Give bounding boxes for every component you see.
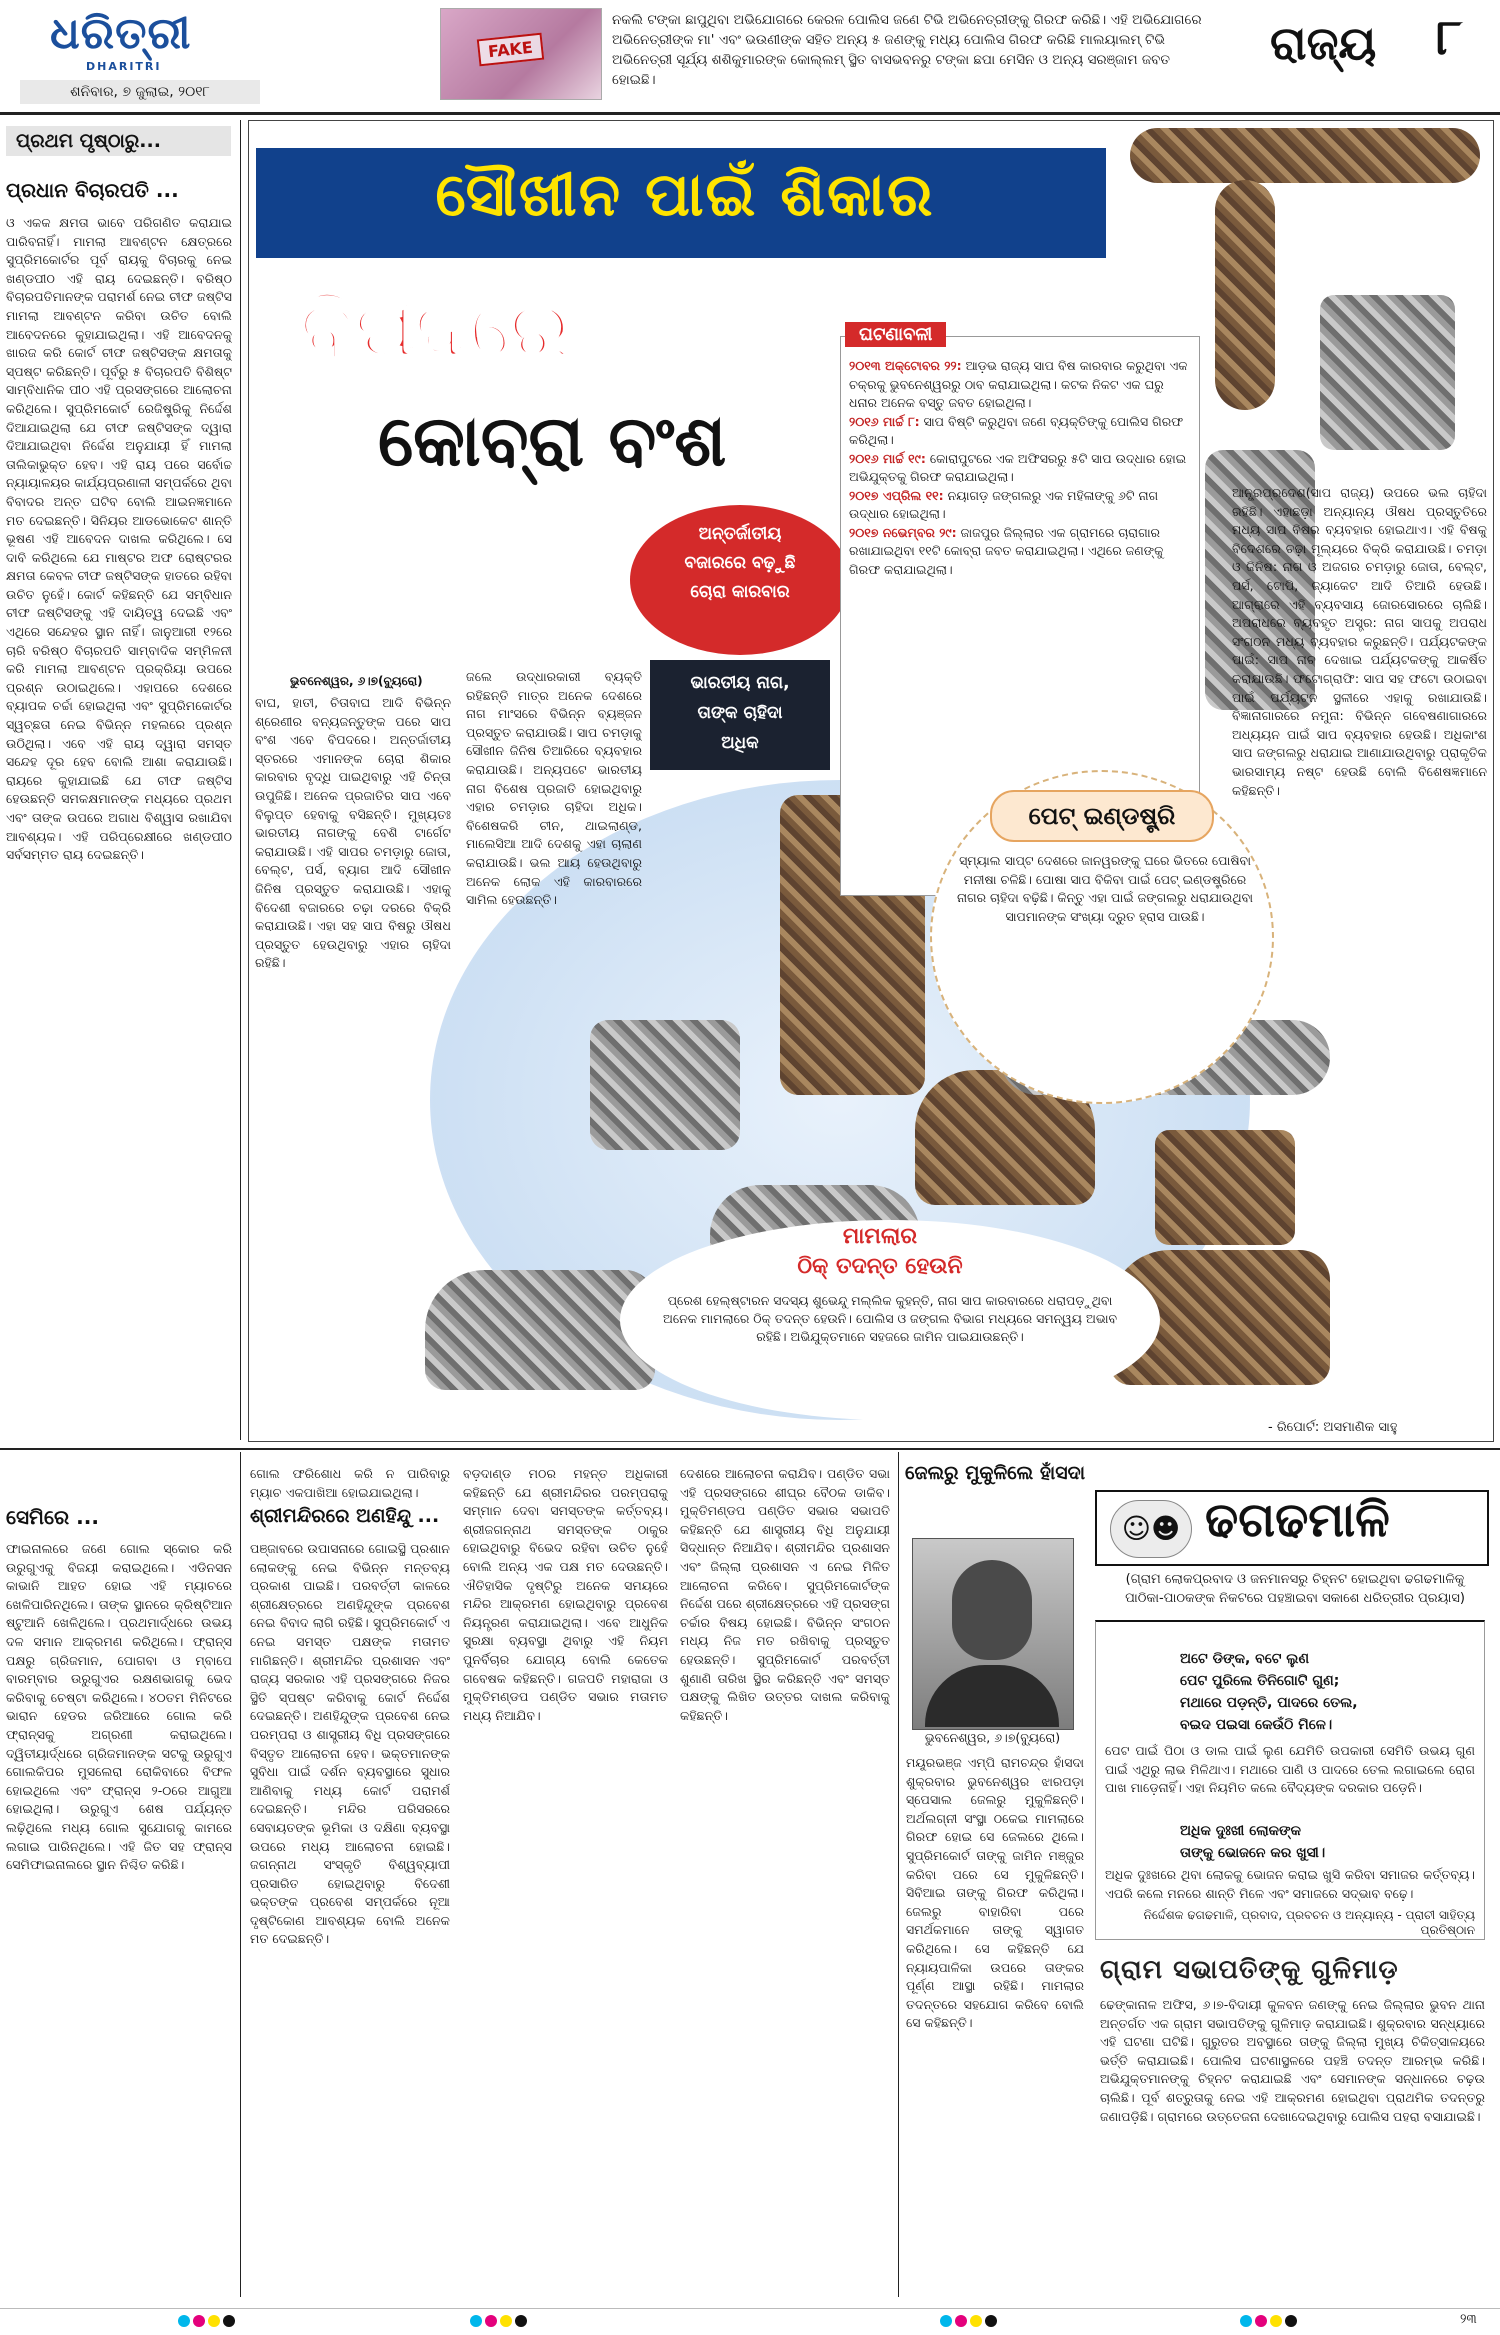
column-rule bbox=[240, 120, 241, 1440]
timeline-item bbox=[849, 524, 1191, 580]
registration-dot bbox=[1270, 2315, 1282, 2327]
timeline-date: ୨୦୧୬ ମାର୍ଚ୍ଚ ୮: bbox=[849, 413, 920, 429]
page-number: ୮ bbox=[1436, 8, 1463, 66]
feature-column-2: ଜଲେ ଉଦ୍ଧାରକାରୀ ବ୍ୟକ୍ତି ରହିଛନ୍ତି ମାତ୍ର ଅନେକ ଦେଶରେ ନାଗ ମାଂସରେ ବିଭିନ୍ନ ବ୍ୟଞ୍ଜନ ପ୍ରସ୍ତୁତ କରାଯାଉଛି। ସାପ ଚମଡ଼ାକୁ ସୌଖୀନ ଜିନିଷ ତିଆରିରେ ବ୍ୟବହାର କରାଯାଉଛି। ଅନ୍ୟପଟେ ଭାରତୀୟ ନାଗ ବିଶେଷ ପ୍ରଜାତି ହୋଇଥିବାରୁ ଏହାର ଚମଡ଼ାର ଚାହିଦା ଅଧିକ। ବିଶେଷକରି ଚୀନ, ଥାଇଲାଣ୍ଡ, ମାଲେସିଆ ଆଦି ଦେଶକୁ ଏହା ଚାଲାଣ କରାଯାଉଛି। ଭଲ ଆୟ ହେଉଥିବାରୁ ଅନେକ ଲୋକ ଏହି କାରବାରରେ ସାମିଲ ହେଉଛନ୍ତି। bbox=[466, 669, 642, 908]
timeline-item bbox=[849, 487, 1191, 524]
box-line: ଅଧିକ bbox=[721, 733, 759, 753]
verse-line: ମଥାରେ ପଡ଼ନ୍ତି, ପାଦରେ ତେଲ, bbox=[1180, 1695, 1358, 1711]
verse-line: ପେଟ ପୁରିଲେ ତିନିଗୋଟି ଗୁଣ; bbox=[1180, 1673, 1340, 1689]
proverb-explanation: ପେଟ ପାଇଁ ପିଠା ଓ ଡାଲ ପାଇଁ ଲୁଣ ଯେମିତି ଉପକାରୀ ସେମିତି ଉଭୟ ଗୁଣ ପାଇଁ ଏଥିରୁ ଲାଭ ମିଳିଥାଏ। ମଥାରେ ପାଣି ଓ ପାଦରେ ତେଲ ଲଗାଇଲେ ରୋଗ ପାଖ ମାଡ଼େନାହିଁ। ଏହା ନିୟମିତ କଲେ ବୈଦ୍ୟଙ୍କ ଦରକାର ପଡ଼େନି। bbox=[1105, 1743, 1475, 1796]
registration-dot bbox=[485, 2315, 497, 2327]
feature-title-black: କୋବ୍ରା ବଂଶ bbox=[378, 400, 727, 482]
story-body: ଦେଶରେ ଆଲୋଚନା କରାଯିବ। ପଣ୍ଡିତ ସଭା ଏହି ପ୍ରସଙ୍ଗରେ ଶୀଘ୍ର ବୈଠକ ଡାକିବ। ମୁକ୍ତିମଣ୍ଡପ ପଣ୍ଡିତ ସଭାର ସଭାପତି କହିଛନ୍ତି ଯେ ଶାସ୍ତ୍ରୀୟ ବିଧି ଅନୁଯାୟୀ ସିଦ୍ଧାନ୍ତ ନିଆଯିବ। ଶ୍ରୀମନ୍ଦିର ପ୍ରଶାସନ ଏବଂ ଜିଲ୍ଲା ପ୍ରଶାସନ ଏ ନେଇ ମିଳିତ ଆଲୋଚନା କରିବେ। ସୁପ୍ରିମକୋର୍ଟଙ୍କ ନିର୍ଦ୍ଦେଶ ପରେ ଶ୍ରୀକ୍ଷେତ୍ରରେ ଏହି ପ୍ରସଙ୍ଗ ଚର୍ଚ୍ଚାର ବିଷୟ ହୋଇଛି। ବିଭିନ୍ନ ସଂଗଠନ ମଧ୍ୟ ନିଜ ମତ ରଖିବାକୁ ପ୍ରସ୍ତୁତ ହେଉଛନ୍ତି। ସୁପ୍ରିମକୋର୍ଟ ପରବର୍ତ୍ତୀ ଶୁଣାଣି ତାରିଖ ସ୍ଥିର କରିଛନ୍ତି ଏବଂ ସମସ୍ତ ପକ୍ଷଙ୍କୁ ଲିଖିତ ଉତ୍ତର ଦାଖଲ କରିବାକୁ କହିଛନ୍ତି। bbox=[680, 1466, 890, 1723]
pet-industry-heading: ପେଟ୍ ଇଣ୍ଡଷ୍ଟ୍ରି bbox=[990, 790, 1214, 842]
dateline: ଶନିବାର, ୭ ଜୁଲାଇ, ୨୦୧୮ bbox=[20, 80, 260, 104]
box-line: ତାଙ୍କ ଚାହିଦା bbox=[697, 703, 783, 723]
timeline-text: ସାପ ବିଷ୍ଟି କରୁଥିବା ଜଣେ ବ୍ୟକ୍ତିଙ୍କୁ ପୋଲିସ ଗିରଫ କରିଥିଲା। bbox=[849, 413, 1184, 447]
verse-line: ଅଧିକ ଦୁଃଖୀ ଲୋକଙ୍କ bbox=[1180, 1823, 1301, 1839]
feature-right-column: ଆନ୍ଧ୍ରପ୍ରଦେଶ(ସାପ ରାଜ୍ୟ) ଉପରେ ଭଲ ଚାହିଦା ରହିଛି। ଏହାଛଡ଼ା ଅନ୍ୟାନ୍ୟ ଔଷଧ ପ୍ରସ୍ତୁତିରେ ମଧ୍ୟ ସାପ ବିଷର ବ୍ୟବହାର ହୋଇଥାଏ। ଏହି ବିଷକୁ ବିଦେଶରେ ଚଢ଼ା ମୂଲ୍ୟରେ ବିକ୍ରି କରାଯାଉଛି। ଚମଡ଼ା ଓ ଜିନିଷ: ନାଗ ଓ ଅଜଗର ଚମଡ଼ାରୁ ଜୋତା, ବେଲ୍ଟ, ପର୍ସ, ଟୋପି, ଜ୍ୟାକେଟ ଆଦି ତିଆରି ହେଉଛି। ଆଗ୍ରାରେ ଏହି ବ୍ୟବସାୟ ଜୋରସୋରରେ ଚାଲିଛି। ଅପରାଧରେ ବ୍ୟବହୃତ ଅସ୍ତ୍ର: ନାଗ ସାପକୁ ଅପରାଧ ସଂଗଠନ ମଧ୍ୟ ବ୍ୟବହାର କରୁଛନ୍ତି। ପର୍ଯ୍ୟଟକଙ୍କ ପାଇଁ: ସାପ ନାଚ ଦେଖାଇ ପର୍ଯ୍ୟଟକଙ୍କୁ ଆକର୍ଷିତ କରାଯାଉଛି। ଫଟୋଗ୍ରାଫି: ସାପ ସହ ଫଟୋ ଉଠାଇବା ପାଇଁ ପର୍ଯ୍ୟଟନ ସ୍ଥଳୀରେ ଏହାକୁ ରଖାଯାଉଛି। ବିଜ୍ଞାନାଗାରରେ ନମୁନା: ବିଭିନ୍ନ ଗବେଷଣାଗାରରେ ଅଧ୍ୟୟନ ପାଇଁ ସାପ ବ୍ୟବହାର ହେଉଛି। ଅଧିକାଂଶ ସାପ ଜଙ୍ଗଲରୁ ଧରାଯାଇ ଆଣାଯାଉଥିବାରୁ ପ୍ରାକୃତିକ ଭାରସାମ୍ୟ ନଷ୍ଟ ହେଉଛି ବୋଲି ବିଶେଷଜ୍ଞମାନେ କହିଛନ୍ତି। bbox=[1232, 485, 1487, 798]
newspaper-logo: ଧରିତ୍ରୀ bbox=[50, 8, 192, 59]
section-label: ରାଜ୍ୟ bbox=[1270, 16, 1377, 70]
registration-dot bbox=[223, 2315, 235, 2327]
timeline-heading: ଘଟଣାବଳୀ bbox=[845, 322, 946, 347]
fake-stamp: FAKE bbox=[477, 33, 544, 67]
feature-column-1: ବାଘ, ହାତୀ, ଚିତାବାଘ ଆଦି ବିଭିନ୍ନ ଶ୍ରେଣୀର ବନ୍ୟଜନ୍ତୁଙ୍କ ପରେ ସାପ ବଂଶ ଏବେ ବିପଦରେ। ଅନ୍ତର୍ଜାତୀୟ ସ୍ତରରେ ଏମାନଙ୍କ ଚୋରା ଶିକାର କାରବାର ବୃଦ୍ଧି ପାଇଥିବାରୁ ଏହି ଚିନ୍ତା ଉପୁଜିଛି। ଅନେକ ପ୍ରଜାତିର ସାପ ଏବେ ବିଲୁପ୍ତ ହେବାକୁ ବସିଛନ୍ତି। ମୁଖ୍ୟତଃ ଭାରତୀୟ ନାଗଙ୍କୁ ବେଶି ଟାର୍ଗେଟ କରାଯାଉଛି। ଏହି ସାପର ଚମଡ଼ାରୁ ଜୋତା, ବେଲ୍ଟ, ପର୍ସ, ବ୍ୟାଗ ଆଦି ସୌଖୀନ ଜିନିଷ ପ୍ରସ୍ତୁତ କରାଯାଉଛି। ଏହାକୁ ବିଦେଶୀ ବଜାରରେ ଚଢ଼ା ଦରରେ ବିକ୍ରି କରାଯାଉଛି। ଏହା ସହ ସାପ ବିଷରୁ ଔଷଧ ପ୍ରସ୍ତୁତ ହେଉଥିବାରୁ ଏହାର ଚାହିଦା ରହିଛି। bbox=[255, 695, 451, 971]
pet-industry-text: ସ୍ମ୍ୟାଲ ସାପ୍ଟ ଦେଶରେ ଜାନୱରଙ୍କୁ ଘରେ ଭିତରେ ପୋଷିବା ମନୀଷା ଚଳିଛି। ପୋଷା ସାପ ବିକିବା ପାଇଁ ପେଟ୍ ଇଣ୍ଡଷ୍ଟ୍ରିରେ ନାଗର ଚାହିଦା ବଢ଼ିଛି। କିନ୍ତୁ ଏହା ପାଇଁ ଜଙ୍ଗଲରୁ ଧରାଯାଉଥିବା ସାପମାନଙ୍କ ସଂଖ୍ୟା ଦ୍ରୁତ ହ୍ରାସ ପାଉଛି। bbox=[956, 853, 1254, 924]
timeline-text: ନୟାଗଡ଼ ଜଙ୍ଗଲରୁ ଏକ ମହିଳାଙ୍କୁ ୬ଟି ନାଗ ଉଦ୍ଧାର ହୋଇଥିଲା। bbox=[849, 487, 1159, 521]
footer-page-number: ୨୩ bbox=[1460, 2312, 1477, 2327]
snakeskin-bag-image bbox=[1320, 295, 1455, 450]
section-tag: ପ୍ରଥମ ପୃଷ୍ଠାରୁ... bbox=[6, 126, 231, 156]
column-rule bbox=[898, 1452, 899, 2297]
story-headline: ସେମିରେ ... bbox=[6, 1505, 99, 1529]
timeline-item bbox=[849, 357, 1191, 413]
registration-dot bbox=[1255, 2315, 1267, 2327]
story-headline: ଗ୍ରାମ ସଭାପତିଙ୍କୁ ଗୁଳିମାଡ଼ bbox=[1100, 1955, 1399, 1985]
timeline-item bbox=[849, 413, 1191, 450]
registration-dot bbox=[193, 2315, 205, 2327]
proverb-subtitle: (ଗ୍ରାମ ଲୋକପ୍ରବାଦ ଓ ଜନମାନସରୁ ଚିହ୍ନଟ ହୋଇଥିବା ଢଗଢମାଳିକୁ ପାଠିକା-ପାଠକଙ୍କ ନିକଟରେ ପହଞ୍ଚାଇବା ସକାଶେ ଧରିତ୍ରୀର ପ୍ରୟାସ) bbox=[1125, 1572, 1465, 1606]
proverb-verse-2 bbox=[1180, 1820, 1480, 1864]
registration-dot bbox=[985, 2315, 997, 2327]
highlight-circle-text bbox=[630, 520, 850, 607]
registration-dot bbox=[208, 2315, 220, 2327]
timeline-text: କୋରାପୁଟରେ ଏକ ଅଫିସରରୁ ୫ଟି ସାପ ଉଦ୍ଧାର ହୋଇ ଅଭିଯୁକ୍ତକୁ ଗିରଫ କରାଯାଇଥିଲା। bbox=[849, 450, 1187, 484]
proverb-explanation: ଅଧିକ ଦୁଃଖରେ ଥିବା ଲୋକକୁ ଭୋଜନ କରାଇ ଖୁସି କରିବା ସମାଜର କର୍ତ୍ତବ୍ୟ। ଏପରି କଲେ ମନରେ ଶାନ୍ତି ମିଳେ ଏବଂ ସମାଜରେ ସଦ୍ଭାବ ବଢ଼େ। bbox=[1105, 1867, 1475, 1901]
proverb-verse bbox=[1180, 1648, 1480, 1736]
registration-dot bbox=[1240, 2315, 1252, 2327]
feature-title-red: ବିପଦରେ bbox=[300, 282, 571, 375]
story-headline: ଜେଲରୁ ମୁକୁଳିଲେ ହାଁସଦା bbox=[905, 1462, 1086, 1484]
timeline-date: ୨୦୧୩ ଅକ୍ଟୋବର ୨୨: bbox=[849, 358, 962, 373]
registration-dot bbox=[1285, 2315, 1297, 2327]
circle-line: ଅନ୍ତର୍ଜାତୀୟ bbox=[698, 524, 782, 544]
registration-dot bbox=[940, 2315, 952, 2327]
story-headline: ପ୍ରଧାନ ବିଚାରପତି ... bbox=[6, 178, 179, 202]
teaser-text: ନକଲି ଟଙ୍କା ଛାପୁଥିବା ଅଭିଯୋଗରେ କେରଳ ପୋଲିସ ଜଣେ ଟିଭି ଅଭିନେତ୍ରୀଙ୍କୁ ଗିରଫ କରିଛି। ଏହି ଅଭିଯୋଗରେ ଅଭିନେତ୍ରୀଙ୍କ ମା' ଏବଂ ଭଉଣୀଙ୍କ ସହିତ ଅନ୍ୟ ୫ ଜଣଙ୍କୁ ମଧ୍ୟ ପୋଲିସ ଗିରଫ କରିଛି ମାଲୟାଲମ୍ ଟିଭି ଅଭିନେତ୍ରୀ ସୂର୍ଯ୍ୟ ଶଶିକୁମାରଙ୍କ କୋଲ୍ଲମ୍ ସ୍ଥିତ ବାସଭବନରୁ ଟଙ୍କା ଛପା ମେସିନ ଓ ଅନ୍ୟ ସରଞ୍ଜାମ ଜବତ ହୋଇଛି। bbox=[612, 12, 1202, 88]
story-body: ଢେଙ୍କାନାଳ ଅଫିସ, ୬।୭-ବିଦାୟୀ କୁଳବନ ଜଣଙ୍କୁ ନେଇ ଜିଲ୍ଲାର ଭୁବନ ଥାନା ଅନ୍ତର୍ଗତ ଏକ ଗ୍ରାମ ସଭାପତିଙ୍କୁ ଗୁଳିମାଡ଼ କରାଯାଇଛି। ଶୁକ୍ରବାର ସନ୍ଧ୍ୟାରେ ଏହି ଘଟଣା ଘଟିଛି। ଗୁରୁତର ଅବସ୍ଥାରେ ତାଙ୍କୁ ଜିଲ୍ଲା ମୁଖ୍ୟ ଚିକିତ୍ସାଳୟରେ ଭର୍ତ୍ତି କରାଯାଇଛି। ପୋଲିସ ଘଟଣାସ୍ଥଳରେ ପହଞ୍ଚି ତଦନ୍ତ ଆରମ୍ଭ କରିଛି। ଅଭିଯୁକ୍ତମାନଙ୍କୁ ଚିହ୍ନଟ କରାଯାଇଛି ଏବଂ ସେମାନଙ୍କ ସନ୍ଧାନରେ ଚଢ଼ଉ ଚାଲିଛି। ପୂର୍ବ ଶତ୍ରୁତାକୁ ନେଇ ଏହି ଆକ୍ରମଣ ହୋଇଥିବା ପ୍ରାଥମିକ ତଦନ୍ତରୁ ଜଣାପଡ଼ିଛି। ଗ୍ରାମରେ ଉତ୍ତେଜନା ଦେଖାଦେଇଥିବାରୁ ପୋଲିସ ପହରା ବସାଯାଇଛି। bbox=[1100, 1997, 1485, 2124]
feature-dateline: ଭୁବନେଶ୍ୱର, ୬।୭(ବ୍ୟୁରୋ) bbox=[290, 674, 423, 688]
circle-line: ଚୋରା କାରବାର bbox=[690, 582, 790, 602]
story-body: ପଞ୍ଜାବରେ ଉପାସନାରେ ଗୋଇସ୍ଥି ପ୍ରଶାନ ଲୋକଙ୍କୁ ନେଇ ବିଭିନ୍ନ ମନ୍ତବ୍ୟ ପ୍ରକାଶ ପାଇଛି। ପରବର୍ତ୍ତୀ କାଳରେ ଶ୍ରୀକ୍ଷେତ୍ରରେ ଅଣହିନ୍ଦୁଙ୍କ ପ୍ରବେଶ ନେଇ ବିବାଦ ଲାଗି ରହିଛି। ସୁପ୍ରିମକୋର୍ଟ ଏ ନେଇ ସମସ୍ତ ପକ୍ଷଙ୍କ ମତାମତ ମାଗିଛନ୍ତି। ଶ୍ରୀମନ୍ଦିର ପ୍ରଶାସନ ଏବଂ ରାଜ୍ୟ ସରକାର ଏହି ପ୍ରସଙ୍ଗରେ ନିଜର ସ୍ଥିତି ସ୍ପଷ୍ଟ କରିବାକୁ କୋର୍ଟ ନିର୍ଦ୍ଦେଶ ଦେଇଛନ୍ତି। ଅଣହିନ୍ଦୁଙ୍କ ପ୍ରବେଶ ନେଇ ପରମ୍ପରା ଓ ଶାସ୍ତ୍ରୀୟ ବିଧି ପ୍ରସଙ୍ଗରେ ବିସ୍ତୃତ ଆଲୋଚନା ହେବ। ଭକ୍ତମାନଙ୍କ ସୁବିଧା ପାଇଁ ଦର୍ଶନ ବ୍ୟବସ୍ଥାରେ ସୁଧାର ଆଣିବାକୁ ମଧ୍ୟ କୋର୍ଟ ପରାମର୍ଶ ଦେଇଛନ୍ତି। ମନ୍ଦିର ପରିସରରେ ସେବାୟତଙ୍କ ଭୂମିକା ଓ ଦକ୍ଷିଣା ବ୍ୟବସ୍ଥା ଉପରେ ମଧ୍ୟ ଆଲୋଚନା ହୋଇଛି। ଜଗନ୍ନାଥ ସଂସ୍କୃତି ବିଶ୍ୱବ୍ୟାପୀ ପ୍ରସାରିତ ହୋଇଥିବାରୁ ବିଦେଶୀ ଭକ୍ତଙ୍କ ପ୍ରବେଶ ସମ୍ପର୍କରେ ନୂଆ ଦୃଷ୍ଟିକୋଣ ଆବଶ୍ୟକ ବୋଲି ଅନେକ ମତ ଦେଇଛନ୍ତି। bbox=[250, 1541, 450, 1947]
story-headline: ଶ୍ରୀମନ୍ଦିରରେ ଅଣହିନ୍ଦୁ ... bbox=[250, 1505, 440, 1527]
registration-dot bbox=[970, 2315, 982, 2327]
verse-line: ତାଙ୍କୁ ଭୋଜନେ କର ଖୁସୀ। bbox=[1180, 1845, 1326, 1861]
speaking-faces-icon: ☺☻ bbox=[1110, 1500, 1192, 1558]
story-continuation: ଗୋଲ ଫରିଶୋଧ କରି ନ ପାରିବାରୁ ମ୍ୟାଚ ଏକପାଖିଆ ହୋଇଯାଇଥିଲା। bbox=[250, 1466, 450, 1500]
registration-dot bbox=[470, 2315, 482, 2327]
box-line: ଭାରତୀୟ ନାଗ, bbox=[690, 673, 790, 693]
newspaper-logo-subtitle: DHARITRI bbox=[86, 60, 162, 73]
photo-caption: ଭୁବନେଶ୍ୱର, ୬।୭(ବ୍ୟୁରୋ) bbox=[924, 1730, 1061, 1745]
timeline-date: ୨୦୧୭ ଏପ୍ରିଲ ୧୧: bbox=[849, 487, 944, 503]
timeline-date: ୨୦୧୬ ମାର୍ଚ୍ଚ ୧୯: bbox=[849, 450, 926, 466]
investigation-heading-line: ମାମଲାର bbox=[842, 1224, 918, 1249]
column-rule bbox=[240, 1452, 241, 2297]
timeline-text: ଜାଜପୁର ଜିଲ୍ଲାର ଏକ ଗ୍ରାମରେ ଚାରାଗାର ରଖାଯାଇଥିବା ୧୧ଟି କୋବ୍ରା ଜବତ କରାଯାଇଥିଲା। ଏଥିରେ ଜଣଙ୍କୁ ଗିରଫ କରାଯାଇଥିଲା। bbox=[849, 524, 1164, 577]
circle-line: ବଜାରରେ ବଢ଼ୁଛି bbox=[684, 553, 796, 573]
story-body: ମୟୂରଭଞ୍ଜ ଏମ୍‌ପି ରାମଚନ୍ଦ୍ର ହାଁସଦା ଶୁକ୍ରବାର ଭୁବନେଶ୍ୱର ଝାରପଡ଼ା ସ୍ପେସାଲ ଜେଲରୁ ମୁକୁଳିଛନ୍ତି। ଅର୍ଥଲଗ୍ନୀ ସଂସ୍ଥା ଠକେଇ ମାମଲାରେ ଗିରଫ ହୋଇ ସେ ଜେଲରେ ଥିଲେ। ସୁପ୍ରିମକୋର୍ଟ ତାଙ୍କୁ ଜାମିନ ମଞ୍ଜୁର କରିବା ପରେ ସେ ମୁକୁଳିଛନ୍ତି। ସିବିଆଇ ତାଙ୍କୁ ଗିରଫ କରିଥିଲା। ଜେଲରୁ ବାହାରିବା ପରେ ସମର୍ଥକମାନେ ତାଙ୍କୁ ସ୍ୱାଗତ କରିଥିଲେ। ସେ କହିଛନ୍ତି ଯେ ନ୍ୟାୟପାଳିକା ଉପରେ ତାଙ୍କର ପୂର୍ଣ୍ଣ ଆସ୍ଥା ରହିଛି। ମାମଲାର ତଦନ୍ତରେ ସହଯୋଗ କରିବେ ବୋଲି ସେ କହିଛନ୍ତି। bbox=[906, 1755, 1084, 2031]
snakeskin-belt-image bbox=[1130, 128, 1480, 183]
portrait-face bbox=[952, 1560, 1032, 1660]
feature-byline: - ରିପୋର୍ଟ: ଅସମାଣିକ ସାହୁ bbox=[1268, 1420, 1398, 1435]
investigation-text: ପ୍ରେଶ ହେଲ୍ଷ୍ଟାରନ ସଦସ୍ୟ ଶୁଭେନ୍ଦୁ ମଲ୍ଲିକ କୁହନ୍ତି, ନାଗ ସାପ କାରବାରରେ ଧରାପଡ଼ୁଥିବା ଅନେକ ମାମଲାରେ ଠିକ୍ ତଦନ୍ତ ହେଉନି। ପୋଲିସ ଓ ଜଙ୍ଗଲ ବିଭାଗ ମଧ୍ୟରେ ସମନ୍ୱୟ ଅଭାବ ରହିଛି। ଅଭିଯୁକ୍ତମାନେ ସହଜରେ ଜାମିନ ପାଇଯାଉଛନ୍ତି। bbox=[662, 1293, 1118, 1344]
registration-dot bbox=[955, 2315, 967, 2327]
verse-line: ବଇଦ ପଇସା କେଉଁଠି ମିଳେ। bbox=[1180, 1717, 1333, 1733]
highlight-box-text bbox=[650, 668, 830, 758]
verse-line: ଅଟେ ଡିଙ୍କ, ବଟେ ଲୁଣ bbox=[1180, 1651, 1310, 1667]
investigation-heading bbox=[720, 1222, 1040, 1282]
story-body: ଫାଇନାଲରେ ଜଣେ ଗୋଲ ସ୍କୋର କରି ଉରୁଗୁଏକୁ ବିଜୟୀ କରାଇଥିଲେ। ଏଡିନସନ କାଭାନି ଆହତ ହୋଇ ଏହି ମ୍ୟାଚରେ ଖେଳିପାରିନଥିଲେ। ତାଙ୍କ ସ୍ଥାନରେ କ୍ରିଷ୍ଟିଆନ ଷ୍ଟୁଆନି ଖେଳିଥିଲେ। ପ୍ରଥମାର୍ଦ୍ଧରେ ଉଭୟ ଦଳ ସମାନ ଆକ୍ରମଣ କରିଥିଲେ। ଫ୍ରାନ୍ସ ପକ୍ଷରୁ ଗ୍ରିଜମାନ, ପୋଗବା ଓ ମ୍ବାପେ ବାରମ୍ବାର ଉରୁଗୁଏର ରକ୍ଷଣଭାଗକୁ ଭେଦ କରିବାକୁ ଚେଷ୍ଟା କରିଥିଲେ। ୪୦ତମ ମିନିଟରେ ଭାରାନ ହେଡର ଜରିଆରେ ଗୋଲ କରି ଫ୍ରାନ୍ସକୁ ଅଗ୍ରଣୀ କରାଇଥିଲେ। ଦ୍ୱିତୀୟାର୍ଦ୍ଧରେ ଗ୍ରିଜମାନଙ୍କ ସଟକୁ ଉରୁଗୁଏ ଗୋଲକିପର ମୁସଲେରା ରୋକିବାରେ ବିଫଳ ହୋଇଥିଲେ ଏବଂ ଫ୍ରାନ୍ସ ୨-୦ରେ ଆଗୁଆ ହୋଇଥିଲା। ଉରୁଗୁଏ ଶେଷ ପର୍ଯ୍ୟନ୍ତ ଲଢ଼ିଥିଲେ ମଧ୍ୟ ଗୋଲ ସୁଯୋଗକୁ କାମରେ ଲଗାଇ ପାରିନଥିଲେ। ଏହି ଜିତ ସହ ଫ୍ରାନ୍ସ ସେମିଫାଇନାଲରେ ସ୍ଥାନ ନିଶ୍ଚିତ କରିଛି। bbox=[6, 1541, 232, 1873]
investigation-heading-line: ଠିକ୍ ତଦନ୍ତ ହେଉନି bbox=[797, 1254, 963, 1279]
registration-dot bbox=[515, 2315, 527, 2327]
timeline-text: ଆଡ଼ଭ ରାଜ୍ୟ ସାପ ବିଷ କାରବାର କରୁଥିବା ଏକ ଚକ୍ରକୁ ଭୁବନେଶ୍ୱରରୁ ଠାବ କରାଯାଇଥିଲା। କଟକ ନିକଟ ଏକ ଘରୁ ଧନାର ଅନେକ ବସ୍ତୁ ଜବତ ହୋଇଥିଲା। bbox=[849, 358, 1188, 410]
section-divider bbox=[0, 1448, 1500, 1450]
proverb-credit: ନିର୍ଦ୍ଦେଶକ ଢଗଢମାଳି, ପ୍ରବାଦ, ପ୍ରବଚନ ଓ ଅନ୍ୟାନ୍ୟ - ପ୍ରାଚୀ ସାହିତ୍ୟ ପ୍ରତିଷ୍ଠାନ bbox=[1143, 1908, 1475, 1937]
snakeskin-belt-coil-image bbox=[1215, 180, 1275, 410]
registration-dot bbox=[500, 2315, 512, 2327]
story-body: ଓ ଏକକ କ୍ଷମତା ଭାବେ ପରିଗଣିତ କରାଯାଇ ପାରିବନାହିଁ। ମାମଲା ଆବଣ୍ଟନ କ୍ଷେତ୍ରରେ ସୁପ୍ରିମକୋର୍ଟର ପୂର୍ବ ରାୟକୁ ବିଚାରକୁ ନେଇ ଖଣ୍ଡପୀଠ ଏହି ରାୟ ଦେଇଛନ୍ତି। ବରିଷ୍ଠ ବିଚାରପତିମାନଙ୍କ ପରାମର୍ଶ ନେଇ ଚୀଫ ଜଷ୍ଟିସ ମାମଲା ଆବଣ୍ଟନ କରିବା ଉଚିତ ବୋଲି ଆବେଦନରେ କୁହାଯାଇଥିଲା। ଏହି ଆବେଦନକୁ ଖାରଜ କରି କୋର୍ଟ ଚୀଫ ଜଷ୍ଟିସଙ୍କ କ୍ଷମତାକୁ ସ୍ପଷ୍ଟ କରିଛନ୍ତି। ପୂର୍ବରୁ ୫ ବିଚାରପତି ବିଶିଷ୍ଟ ସାମ୍ବିଧାନିକ ପୀଠ ଏହି ପ୍ରସଙ୍ଗରେ ଆଲୋଚନା କରିଥିଲେ। ସୁପ୍ରିମକୋର୍ଟ ରେଜିଷ୍ଟ୍ରିକୁ ନିର୍ଦ୍ଦେଶ ଦିଆଯାଇଥିଲା ଯେ ଚୀଫ ଜଷ୍ଟିସଙ୍କ ଦ୍ୱାରା ଦିଆଯାଇଥିବା ନିର୍ଦ୍ଦେଶ ଅନୁଯାୟୀ ହିଁ ମାମଲା ତାଲିକାଭୁକ୍ତ ହେବ। ଏହି ରାୟ ପରେ ସର୍ବୋଚ୍ଚ ନ୍ୟାୟାଳୟର କାର୍ଯ୍ୟପ୍ରଣାଳୀ ସମ୍ପର୍କରେ ଥିବା ବିବାଦର ଅନ୍ତ ଘଟିବ ବୋଲି ଆଇନଜ୍ଞମାନେ ମତ ଦେଇଛନ୍ତି। ସିନିୟର ଆଡଭୋକେଟ ଶାନ୍ତି ଭୂଷଣ ଏହି ଆବେଦନ ଦାଖଲ କରିଥିଲେ। ସେ ଦାବି କରିଥିଲେ ଯେ ମାଷ୍ଟର ଅଫ ରୋଷ୍ଟରର କ୍ଷମତା କେବଳ ଚୀଫ ଜଷ୍ଟିସଙ୍କ ହାତରେ ରହିବା ଉଚିତ ନୁହେଁ। କୋର୍ଟ କହିଛନ୍ତି ଯେ ସମ୍ବିଧାନ ଚୀଫ ଜଷ୍ଟିସଙ୍କୁ ଏହି ଦାୟିତ୍ୱ ଦେଇଛି ଏବଂ ଏଥିରେ ସନ୍ଦେହର ସ୍ଥାନ ନାହିଁ। ଜାନୁଆରୀ ୧୨ରେ ଚାରି ବରିଷ୍ଠ ବିଚାରପତି ସାମ୍ବାଦିକ ସମ୍ମିଳନୀ କରି ମାମଲା ଆବଣ୍ଟନ ପ୍ରକ୍ରିୟା ଉପରେ ପ୍ରଶ୍ନ ଉଠାଇଥିଲେ। ଏହାପରେ ଦେଶରେ ବ୍ୟାପକ ଚର୍ଚ୍ଚା ହୋଇଥିଲା ଏବଂ ସୁପ୍ରିମକୋର୍ଟର ସ୍ୱଚ୍ଛତା ନେଇ ବିଭିନ୍ନ ମହଲରେ ପ୍ରଶ୍ନ ଉଠିଥିଲା। ଏବେ ଏହି ରାୟ ଦ୍ୱାରା ସମସ୍ତ ସନ୍ଦେହ ଦୂର ହେବ ବୋଲି ଆଶା କରାଯାଉଛି। ରାୟରେ କୁହାଯାଇଛି ଯେ ଚୀଫ ଜଷ୍ଟିସ ହେଉଛନ୍ତି ସମକକ୍ଷମାନଙ୍କ ମଧ୍ୟରେ ପ୍ରଥମ ଏବଂ ତାଙ୍କ ଉପରେ ଅଗାଧ ବିଶ୍ୱାସ ରଖାଯିବା ଆବଶ୍ୟକ। ଏହି ପରିପ୍ରେକ୍ଷୀରେ ଖଣ୍ଡପୀଠ ସର୍ବସମ୍ମତ ରାୟ ଦେଇଛନ୍ତି। bbox=[6, 215, 232, 863]
proverb-title: ଢଗଢମାଳି bbox=[1205, 1492, 1390, 1548]
registration-dot bbox=[178, 2315, 190, 2327]
story-body: ବଡ଼ଦାଣ୍ଡ ମଠର ମହନ୍ତ ଅଧିକାରୀ କହିଛନ୍ତି ଯେ ଶ୍ରୀମନ୍ଦିରର ପରମ୍ପରାକୁ ସମ୍ମାନ ଦେବା ସମସ୍ତଙ୍କ କର୍ତ୍ତବ୍ୟ। ଶ୍ରୀଜଗନ୍ନାଥ ସମସ୍ତଙ୍କ ଠାକୁର ହୋଇଥିବାରୁ ବିଭେଦ ରହିବା ଉଚିତ ନୁହେଁ ବୋଲି ଅନ୍ୟ ଏକ ପକ୍ଷ ମତ ଦେଉଛନ୍ତି। ଐତିହାସିକ ଦୃଷ୍ଟିରୁ ଅନେକ ସମୟରେ ମନ୍ଦିର ଆକ୍ରମଣ ହୋଇଥିବାରୁ ପ୍ରବେଶ ନିୟନ୍ତ୍ରଣ କରାଯାଇଥିଲା। ଏବେ ଆଧୁନିକ ସୁରକ୍ଷା ବ୍ୟବସ୍ଥା ଥିବାରୁ ଏହି ନିୟମ ପୁନର୍ବିଚାର ଯୋଗ୍ୟ ବୋଲି କେତେକ ଗବେଷକ କହିଛନ୍ତି। ଗଜପତି ମହାରାଜା ଓ ମୁକ୍ତିମଣ୍ଡପ ପଣ୍ଡିତ ସଭାର ମତାମତ ମଧ୍ୟ ନିଆଯିବ। bbox=[463, 1466, 668, 1723]
masthead bbox=[0, 0, 1500, 115]
timeline-date: ୨୦୧୭ ନଭେମ୍ବର ୨୯: bbox=[849, 524, 957, 540]
feature-banner-title: ସୌଖୀନ ପାଇଁ ଶିକାର bbox=[435, 160, 935, 230]
timeline-item bbox=[849, 450, 1191, 487]
